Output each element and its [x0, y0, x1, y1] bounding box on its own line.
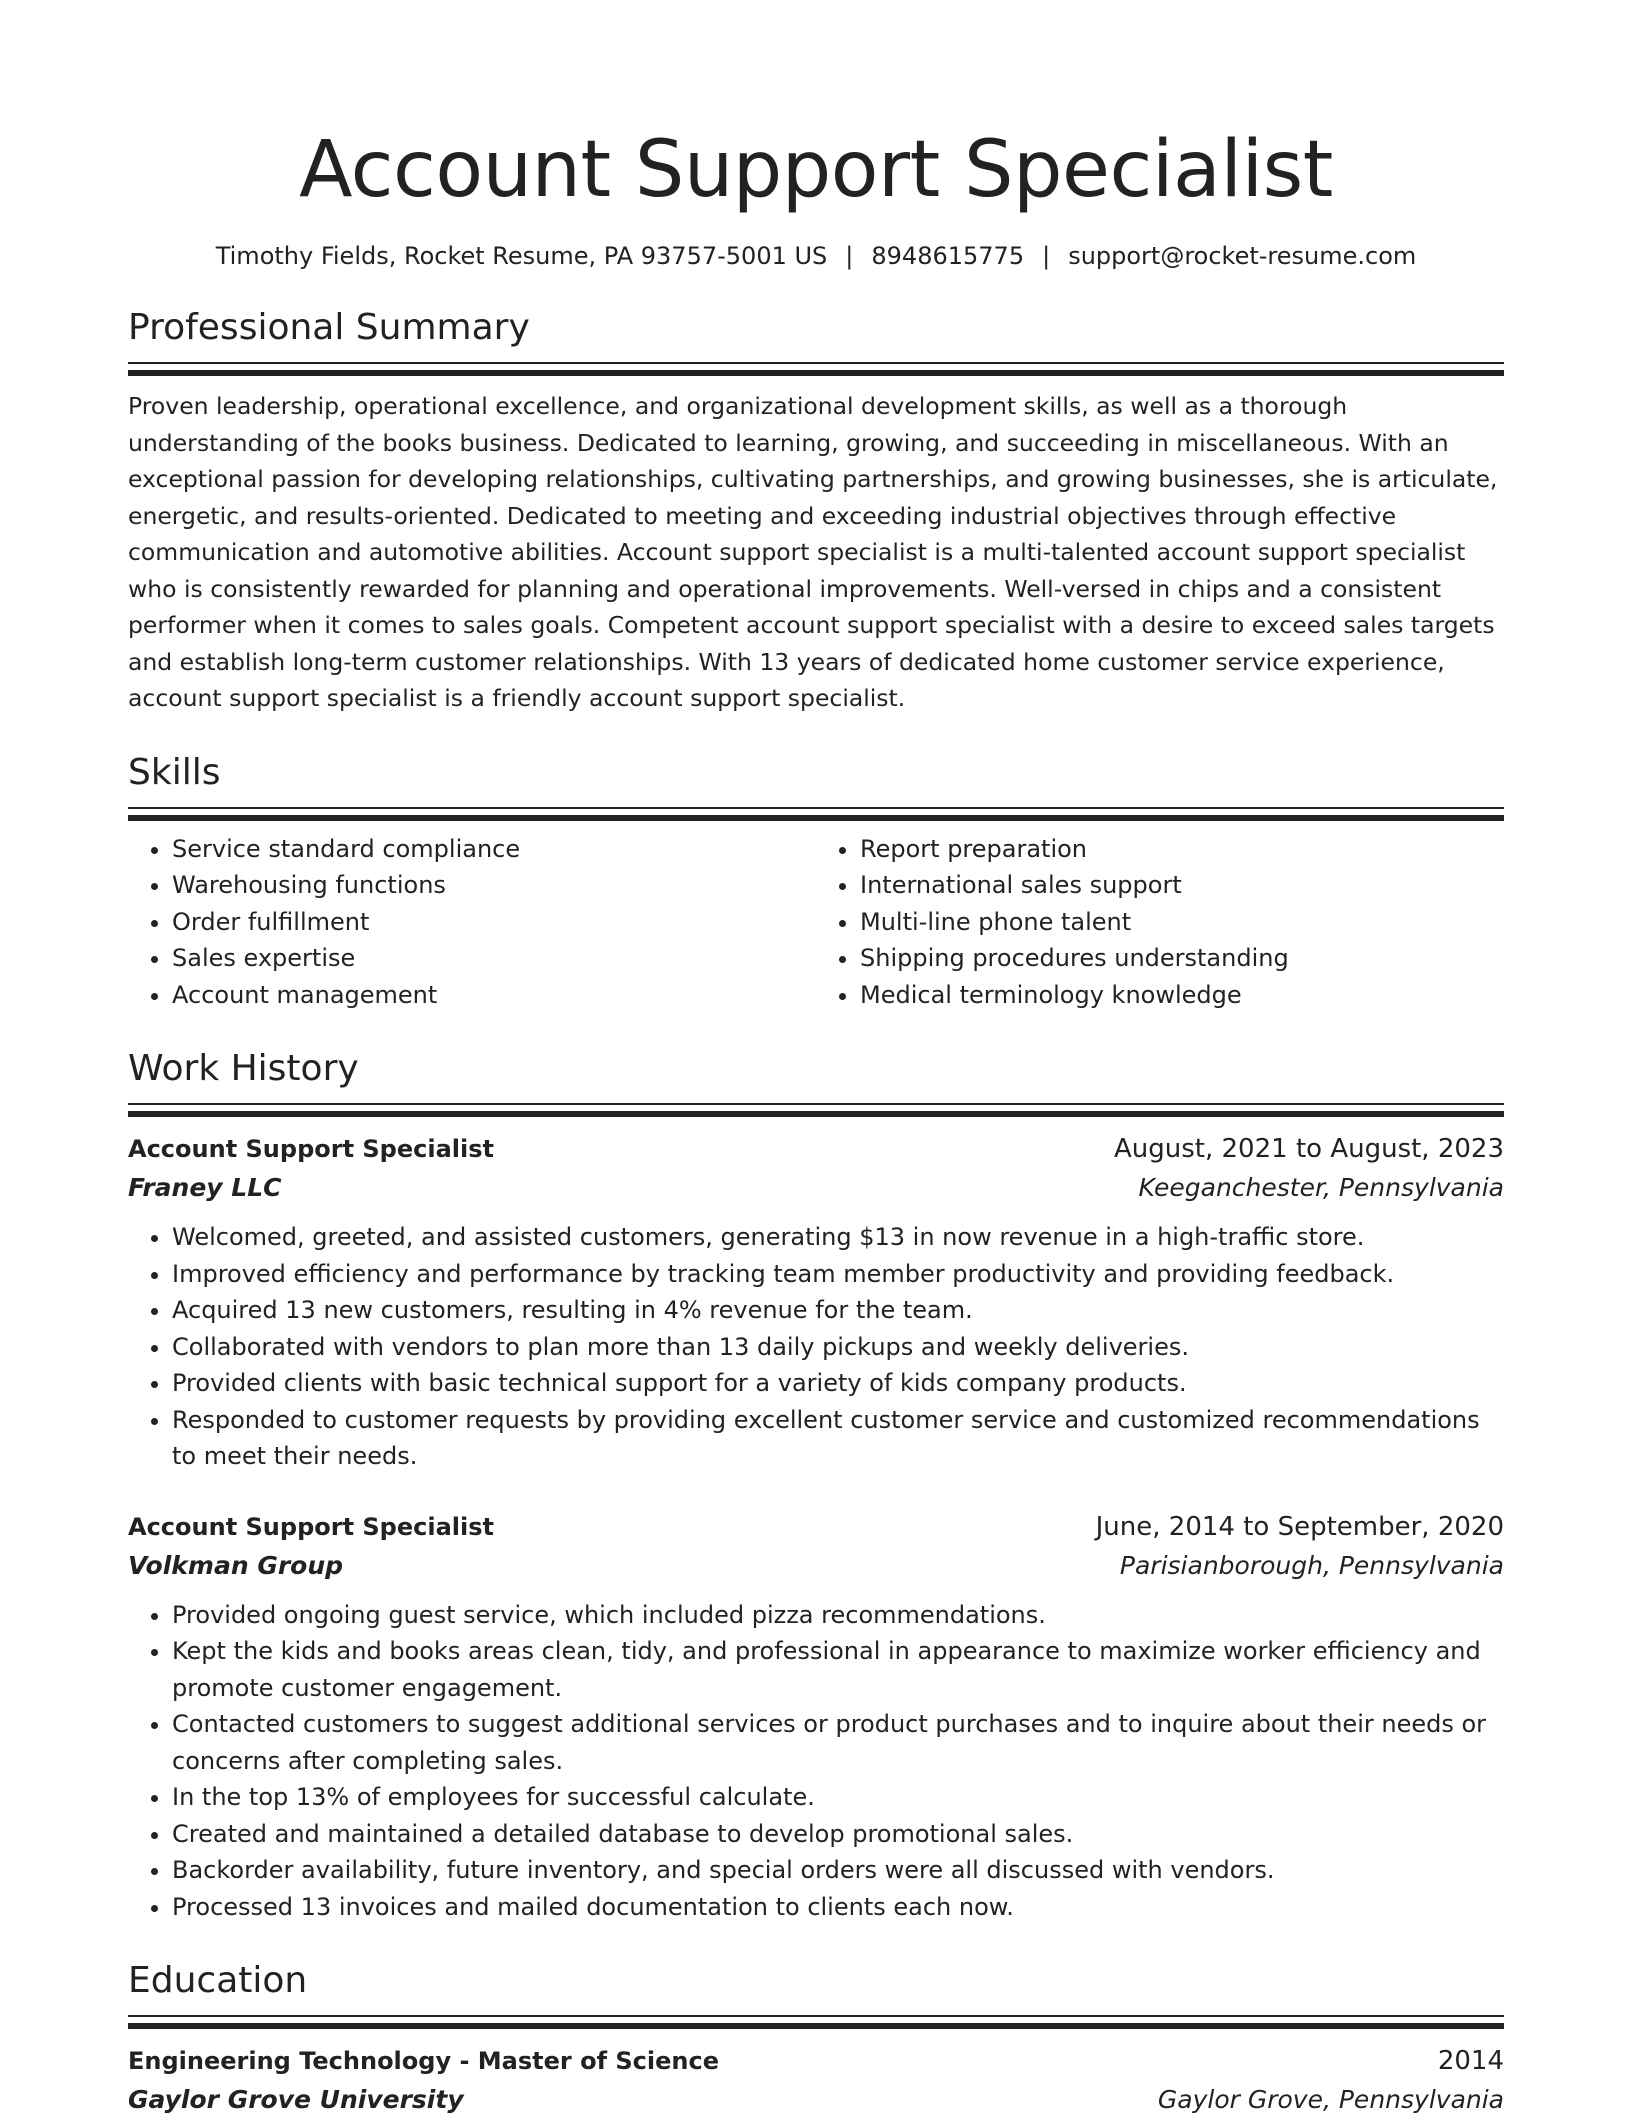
education-degree: Engineering Technology - Master of Science — [128, 2047, 719, 2075]
education-location: Gaylor Grove, Pennsylvania — [1157, 2085, 1504, 2114]
job-bullet: • Responded to customer requests by providing excellent customer service and customized recommendations to meet their needs. — [172, 1402, 1504, 1475]
resume-title: Account Support Specialist — [299, 125, 1333, 215]
section-divider — [128, 807, 1504, 821]
section-divider — [128, 1103, 1504, 1117]
education-year: 2014 — [1437, 2046, 1504, 2076]
contact-address: Timothy Fields, Rocket Resume, PA 93757-5001 US — [215, 242, 828, 270]
section-heading: Skills — [128, 751, 221, 793]
contact-phone: 8948615775 — [871, 242, 1025, 270]
summary-text: Proven leadership, operational excellence, and organizational development skills, as well as a thorough understanding of the books business. Dedicated to learning, growing, and succeeding in miscellaneous. With an exceptional passion for developing relationships, cultivating partnerships, and growing businesses, she is articulate, energetic, and results-oriented. Dedicated to meeting and exceeding industrial objectives through effective communication and automotive abilities. Account support specialist is a multi-talented account support specialist who is consistently rewarded for planning and operational improvements. Well-versed in chips and a consistent performer when it comes to sales goals. Competent account support specialist with a desire to exceed sales targets and establish long-term customer relationships. With 13 years of dedicated home customer service experience, account support specialist is a friendly account support specialist. — [128, 392, 1498, 712]
job-bullet: • Kept the kids and books areas clean, tidy, and professional in appearance to maximize worker efficiency and promote customer engagement. — [172, 1633, 1504, 1706]
skill-item: • Warehousing functions — [172, 867, 816, 904]
job-dates: June, 2014 to September, 2020 — [1095, 1511, 1504, 1542]
section-heading: Education — [128, 1960, 308, 2001]
skill-item: • Sales expertise — [172, 940, 816, 977]
job-company: Franey LLC — [128, 1173, 282, 1202]
job-bullet: • Provided ongoing guest service, which included pizza recommendations. — [172, 1597, 1504, 1634]
skills-list-right — [816, 831, 1504, 1014]
job-bullet: • Acquired 13 new customers, resulting in 4% revenue for the team. — [172, 1292, 1504, 1329]
job-bullet: • Processed 13 invoices and mailed documentation to clients each now. — [172, 1889, 1504, 1926]
contact-separator: | — [1042, 242, 1051, 270]
job-entry — [128, 1509, 1504, 1926]
section-divider — [128, 362, 1504, 376]
job-bullet: • Backorder availability, future inventory, and special orders were all discussed with vendors. — [172, 1852, 1504, 1889]
job-bullets — [128, 1219, 1504, 1475]
job-bullet: • Created and maintained a detailed database to develop promotional sales. — [172, 1816, 1504, 1853]
job-bullet: • Welcomed, greeted, and assisted customers, generating $13 in now revenue in a high-traffic store. — [172, 1219, 1504, 1256]
resume-page — [128, 0, 1504, 2121]
contact-separator: | — [845, 242, 854, 270]
job-title: Account Support Specialist — [128, 1512, 494, 1541]
skills-columns — [128, 831, 1504, 1014]
job-bullets — [128, 1597, 1504, 1926]
job-bullet: • Collaborated with vendors to plan more than 13 daily pickups and weekly deliveries. — [172, 1329, 1504, 1366]
summary-section — [128, 306, 1504, 717]
job-bullet: • Contacted customers to suggest additional services or product purchases and to inquire about their needs or concerns after completing sales. — [172, 1706, 1504, 1779]
job-company: Volkman Group — [128, 1550, 344, 1580]
job-title: Account Support Specialist — [128, 1135, 494, 1163]
section-heading: Work History — [128, 1048, 359, 1089]
skill-item: • Multi-line phone talent — [860, 904, 1504, 941]
skill-item: • Order fulfillment — [172, 904, 816, 941]
job-location: Parisianborough, Pennsylvania — [1119, 1550, 1504, 1580]
job-bullet: • Provided clients with basic technical support for a variety of kids company products. — [172, 1365, 1504, 1402]
education-section — [128, 1959, 1504, 2121]
skill-item: • Shipping procedures understanding — [860, 940, 1504, 977]
job-bullet: • Improved efficiency and performance by tracking team member productivity and providing feedback. — [172, 1256, 1504, 1293]
skill-item: • Medical terminology knowledge — [860, 977, 1504, 1014]
skills-section — [128, 751, 1504, 1014]
contact-line — [128, 240, 1504, 272]
work-history-section — [128, 1047, 1504, 1925]
skills-list-left — [128, 831, 816, 1014]
skill-item: • International sales support — [860, 867, 1504, 904]
contact-email: support@rocket-resume.com — [1068, 242, 1417, 270]
skill-item: • Service standard compliance — [172, 831, 816, 868]
skill-item: • Account management — [172, 977, 816, 1014]
education-entry — [128, 2043, 1504, 2121]
section-divider — [128, 2015, 1504, 2029]
education-school: Gaylor Grove University — [128, 2085, 464, 2114]
job-bullet: • In the top 13% of employees for successful calculate. — [172, 1779, 1504, 1816]
skill-item: • Report preparation — [860, 831, 1504, 868]
job-dates: August, 2021 to August, 2023 — [1114, 1134, 1504, 1164]
job-entry — [128, 1131, 1504, 1475]
section-heading: Professional Summary — [128, 307, 530, 348]
job-location: Keeganchester, Pennsylvania — [1138, 1173, 1504, 1202]
